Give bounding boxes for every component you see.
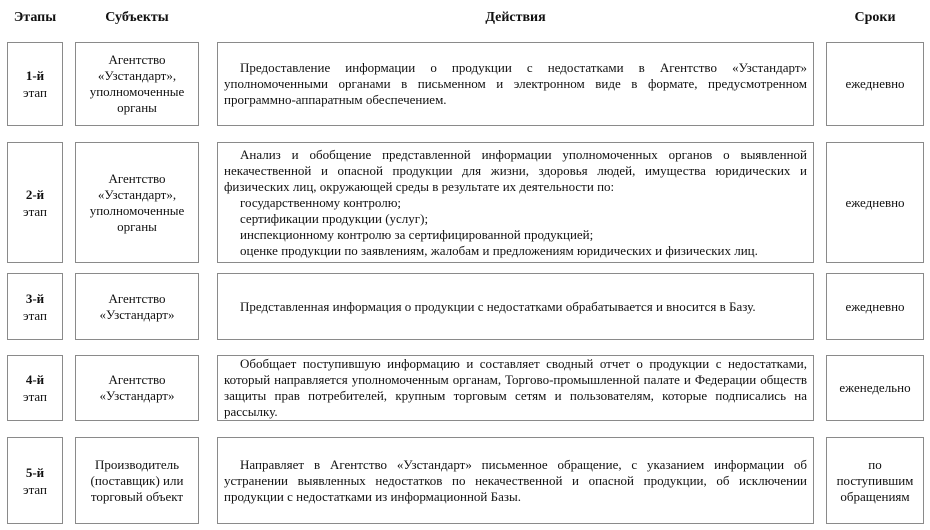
subject-cell <box>75 142 199 263</box>
action-cell <box>217 42 814 126</box>
subject-text: Агентство «Узстандарт», уполномоченные органы <box>89 170 185 234</box>
term-cell <box>826 273 924 340</box>
term-text: ежедневно <box>845 298 905 314</box>
subject-cell <box>75 273 199 340</box>
action-text: Анализ и обобщение представленной информации уполномоченных органов о выявленной некачественной и опасной продукции для жизни, здоровья людей, имущества юридических и физических лиц, окружающей среды в результате их деятельности по: <box>224 146 807 194</box>
subject-text: Агентство «Узстандарт» <box>99 290 175 322</box>
term-text: по поступившим обращениям <box>836 456 914 504</box>
header-actions: Действия <box>485 10 546 25</box>
term-cell <box>826 355 924 421</box>
stage-number: 2-й <box>25 186 45 202</box>
stage-cell <box>7 437 63 524</box>
stage-cell <box>7 273 63 340</box>
stage-cell <box>7 355 63 421</box>
action-list-item: сертификации продукции (услуг); <box>240 210 429 226</box>
action-cell <box>217 355 814 421</box>
stage-word: этап <box>23 85 47 100</box>
header-terms: Сроки <box>854 10 896 25</box>
stage-number: 4-й <box>25 372 45 387</box>
subject-text: Агентство «Узстандарт», уполномоченные органы <box>89 52 185 115</box>
stage-word: этап <box>23 307 47 323</box>
action-text: Направляет в Агентство «Узстандарт» письменное обращение, с указанием информации об устранении выявленных недостатков по некачественной и опасной продукции, об исключении продукции с недостатками из информационной Базы. <box>224 456 807 504</box>
stage-number: 1-й <box>25 68 45 83</box>
subject-cell <box>75 437 199 524</box>
subject-cell <box>75 42 199 126</box>
action-list-item: государственному контролю; <box>240 194 402 210</box>
action-text: Обобщает поступившую информацию и составляет сводный отчет о продукции с недостатками, который направляется уполномоченным органам, Торгово-промышленной палате и Федерации обществ защиты прав потребителей, крупным торговым сетям и пользователям, которые подписались на рассылку. <box>224 356 807 419</box>
action-cell <box>217 142 814 263</box>
term-text: ежедневно <box>845 194 905 210</box>
term-cell <box>826 142 924 263</box>
action-cell <box>217 437 814 524</box>
term-text: ежедневно <box>845 76 905 91</box>
stage-cell <box>7 42 63 126</box>
header-stages: Этапы <box>13 10 57 25</box>
stage-number: 3-й <box>25 290 45 306</box>
stage-word: этап <box>23 389 47 404</box>
action-list-item: инспекционному контролю за сертифицированной продукцией; <box>240 226 594 242</box>
header-subjects: Субъекты <box>105 10 169 25</box>
action-list-item: оценке продукции по заявлениям, жалобам и предложениям юридических и физических лиц. <box>240 242 758 258</box>
stage-number: 5-й <box>25 464 45 480</box>
stage-word: этап <box>23 203 47 219</box>
action-cell <box>217 273 814 340</box>
stage-cell <box>7 142 63 263</box>
term-cell <box>826 42 924 126</box>
subject-cell <box>75 355 199 421</box>
stage-word: этап <box>23 481 47 497</box>
subject-text: Производитель (поставщик) или торговый объект <box>90 456 184 504</box>
term-text: еженедельно <box>839 380 911 395</box>
action-text: Представленная информация о продукции с недостатками обрабатывается и вносится в Базу. <box>240 298 756 314</box>
term-cell <box>826 437 924 524</box>
action-text: Предоставление информации о продукции с недостатками в Агентство «Узстандарт» уполномоченными органами в письменном и электронном виде в формате, предусмотренном программно-аппаратным обеспечением. <box>224 60 807 107</box>
subject-text: Агентство «Узстандарт» <box>99 372 175 403</box>
